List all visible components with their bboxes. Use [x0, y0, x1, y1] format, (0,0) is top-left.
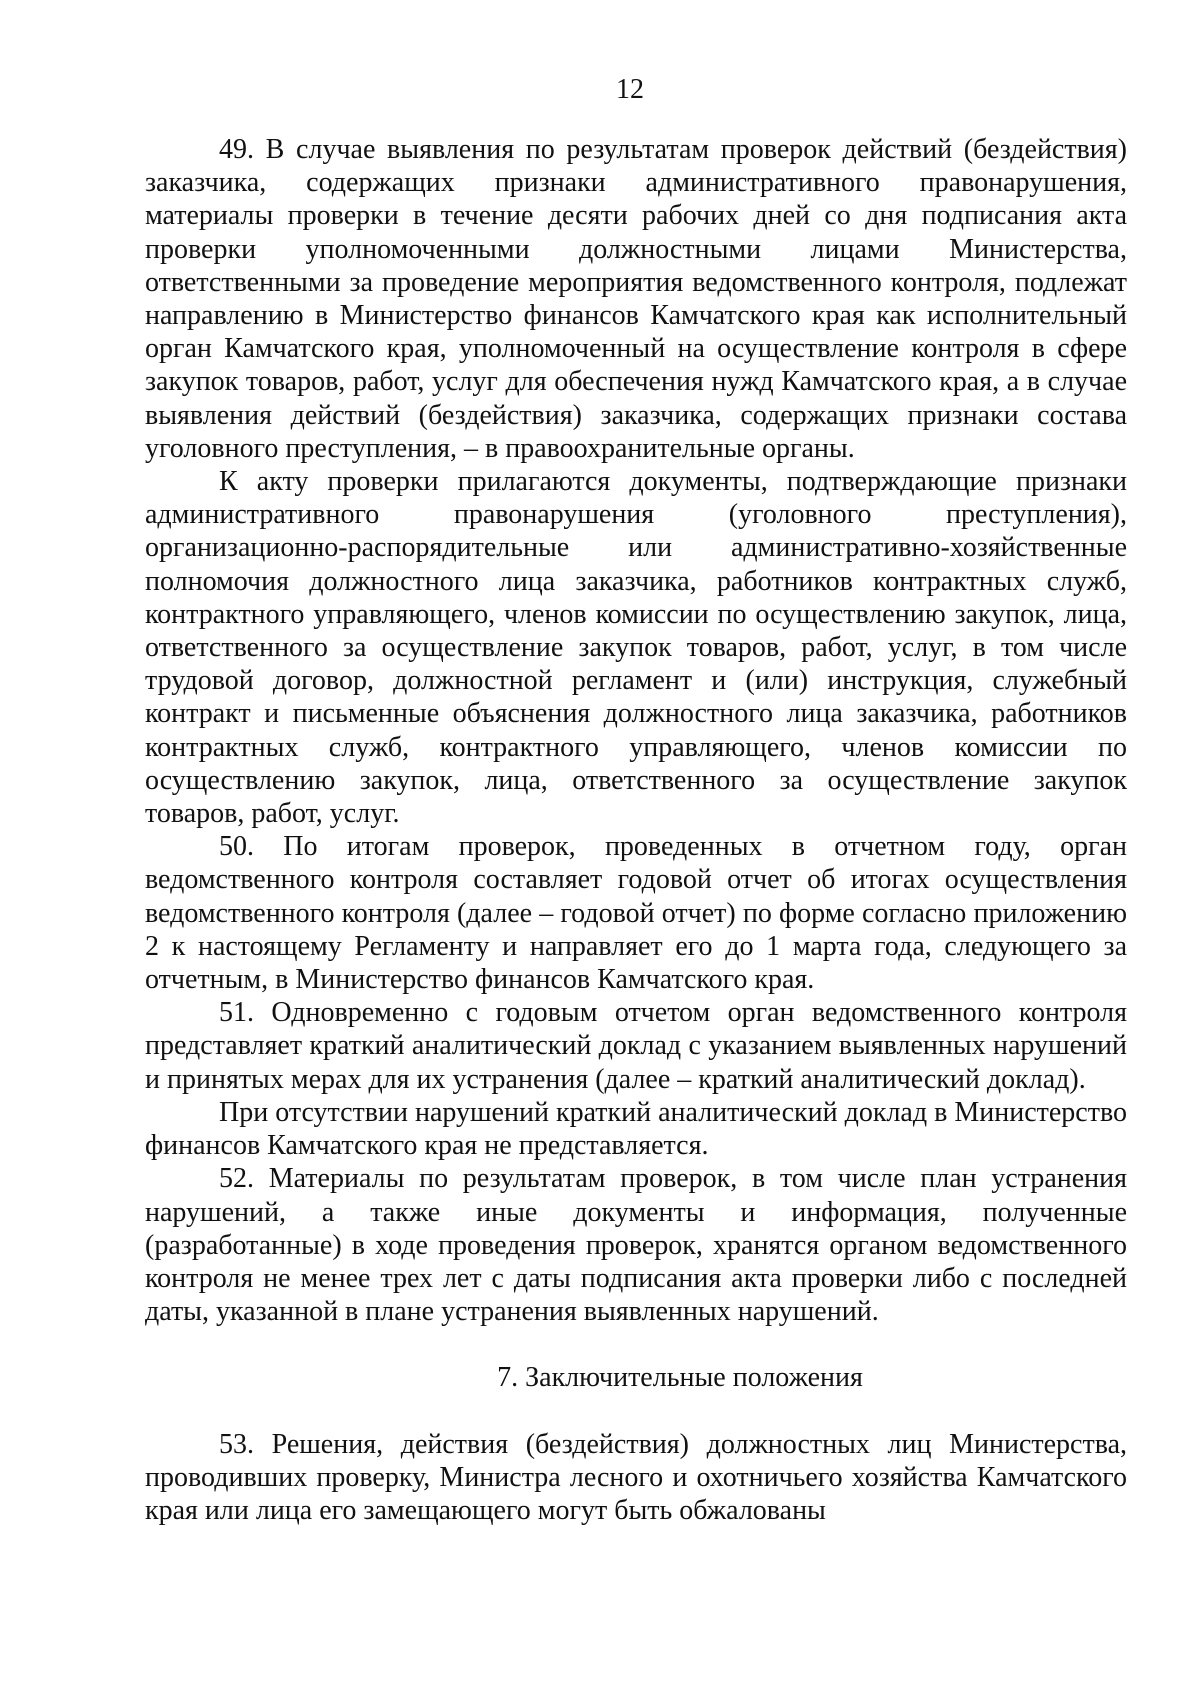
paragraph-51: 51. Одновременно с годовым отчетом орган ведомственного контроля представляет краткий аналитический доклад с указанием выявленных нарушений и принятых мерах для их устранения (далее – краткий аналитический доклад). [145, 997, 1127, 1095]
page-number: 12 [616, 74, 644, 105]
document-body [145, 133, 1127, 1527]
paragraph-no-violations: При отсутствии нарушений краткий аналитический доклад в Министерство финансов Камчатского края не представляется. [145, 1096, 1127, 1162]
paragraph-attachments: К акту проверки прилагаются документы, подтверждающие признаки административного правонарушения (уголовного преступления), организационно-распорядительные или административно-хозяйственные полномочия должностного лица заказчика, работников контрактных служб, контрактного управляющего, членов комиссии по осуществлению закупок, лица, ответственного за осуществление закупок товаров, работ, услуг, в том числе трудовой договор, должностной регламент и (или) инструкция, служебный контракт и письменные объяснения должностного лица заказчика, работников контрактных служб, контрактного управляющего, членов комиссии по осуществлению закупок, лица, ответственного за осуществление закупок товаров, работ, услуг. [145, 466, 1127, 830]
paragraph-52: 52. Материалы по результатам проверок, в том числе план устранения нарушений, а также иные документы и информация, полученные (разработанные) в ходе проведения проверок, хранятся органом ведомственного контроля не менее трех лет с даты подписания акта проверки либо с последней даты, указанной в плане устранения выявленных нарушений. [145, 1163, 1127, 1328]
paragraph-53: 53. Решения, действия (бездействия) должностных лиц Министерства, проводивших проверку, Министра лесного и охотничьего хозяйства Камчатского края или лица его замещающего могут быть обжалованы [145, 1428, 1127, 1526]
paragraph-49: 49. В случае выявления по результатам проверок действий (бездействия) заказчика, содержащих признаки административного правонарушения, материалы проверки в течение десяти рабочих дней со дня подписания акта проверки уполномоченными должностными лицами Министерства, ответственными за проведение мероприятия ведомственного контроля, подлежат направлению в Министерство финансов Камчатского края как исполнительный орган Камчатского края, уполномоченный на осуществление контроля в сфере закупок товаров, работ, услуг для обеспечения нужд Камчатского края, а в случае выявления действий (бездействия) заказчика, содержащих признаки состава уголовного преступления, – в правоохранительные органы. [145, 134, 1127, 464]
section-heading: 7. Заключительные положения [497, 1362, 863, 1394]
paragraph-50: 50. По итогам проверок, проведенных в отчетном году, орган ведомственного контроля составляет годовой отчет об итогах осуществления ведомственного контроля (далее – годовой отчет) по форме согласно приложению 2 к настоящему Регламенту и направляет его до 1 марта года, следующего за отчетным, в Министерство финансов Камчатского края. [145, 831, 1127, 996]
